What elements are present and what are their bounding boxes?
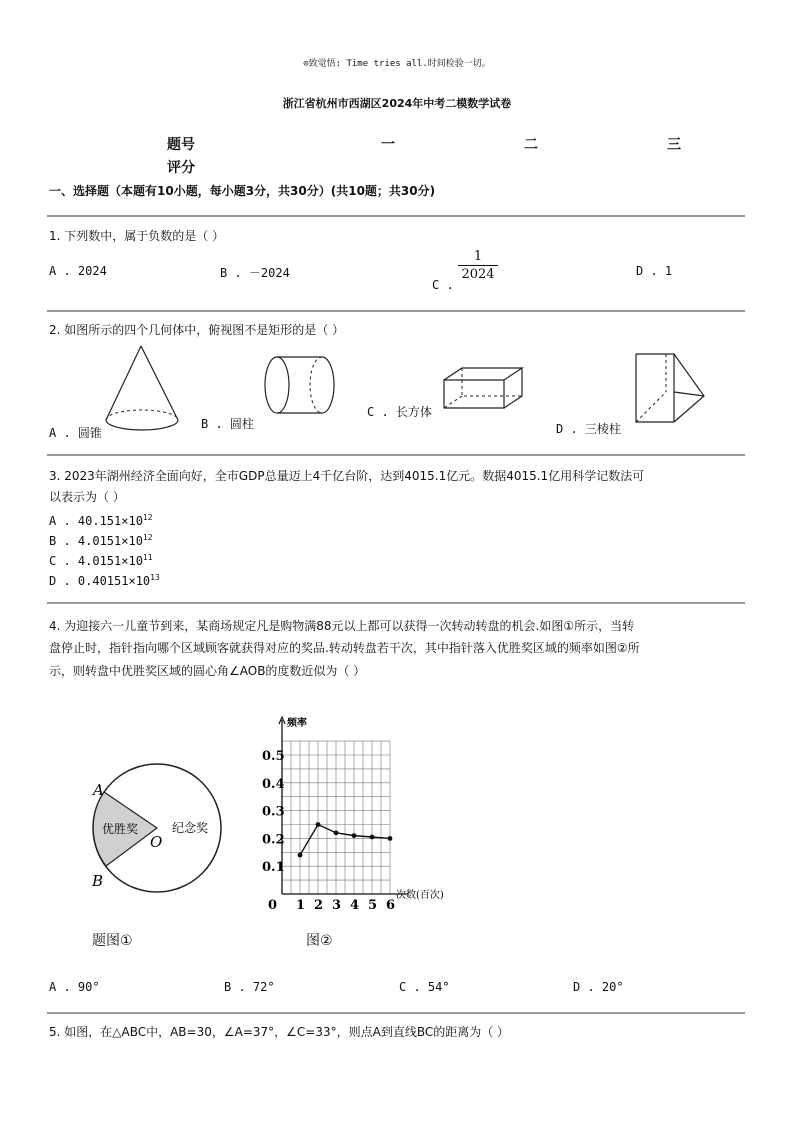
header-watermark: ⊙致觉悟: Time tries all.时间检验一切。	[303, 59, 491, 69]
fraction-numerator: 1	[473, 249, 483, 264]
option-exponent: 12	[142, 533, 153, 542]
data-point	[298, 853, 303, 858]
option-exponent: 13	[150, 573, 160, 582]
option-base: A . 40.151×10	[49, 514, 143, 528]
label-b: B	[92, 872, 104, 890]
y-tick-label: 0.5	[262, 749, 285, 764]
x-tick-label: 1	[296, 898, 306, 912]
option-d[interactable]	[49, 573, 160, 588]
triangular-prism-figure	[630, 350, 714, 432]
x-tick-label: 6	[386, 898, 396, 912]
section-heading: 一、选择题（本题有10小题，每小题3分，共30分）(共10题；共30分)	[49, 184, 436, 198]
y-tick-label: 0.2	[262, 832, 285, 848]
x-tick-label: 3	[332, 898, 342, 912]
x-tick-label: 2	[314, 898, 324, 912]
divider	[47, 1012, 745, 1014]
option-c-prefix[interactable]: C .	[432, 278, 454, 292]
divider	[47, 310, 745, 312]
option-b[interactable]: B . 72°	[224, 980, 275, 994]
option-a[interactable]: A . 2024	[49, 264, 107, 278]
label-a: A	[93, 781, 104, 799]
score-table-row-label: 题号	[167, 137, 195, 153]
question-stem-line-1: 4. 为迎接六一儿童节到来，某商场规定凡是购物满88元以上都可以获得一次转动转盘的机会.如图①所示，当转	[49, 619, 635, 633]
y-axis-label: 频率	[287, 718, 307, 729]
score-table-score-label: 评分	[167, 160, 195, 176]
option-d[interactable]: D . 20°	[573, 980, 624, 994]
option-d[interactable]: D . 1	[636, 264, 673, 278]
y-tick-label: 0.3	[262, 804, 285, 820]
score-table-col-3: 三	[667, 137, 681, 153]
divider	[47, 454, 745, 456]
option-c[interactable]: C . 长方体	[367, 405, 432, 419]
question-stem-line-2: 盘停止时，指针指向哪个区域顾客就获得对应的奖品.转动转盘若干次，其中指针落入优胜奖区域的频率如图②所	[49, 641, 640, 655]
option-c-fraction	[458, 249, 498, 283]
data-point	[388, 836, 393, 841]
sector-label: 优胜奖	[102, 822, 139, 836]
figure-2-caption: 图②	[306, 933, 333, 949]
option-exponent: 12	[142, 513, 153, 522]
score-table-col-2: 二	[524, 137, 538, 153]
option-b[interactable]: B . －2024	[220, 266, 290, 280]
question-stem-line-3: 示，则转盘中优胜奖区域的圆心角∠AOB的度数近似为（ ）	[49, 664, 366, 678]
option-base: B . 4.0151×10	[49, 534, 143, 548]
option-c[interactable]	[49, 553, 153, 568]
rest-label: 纪念奖	[172, 821, 209, 835]
option-base: C . 4.0151×10	[49, 554, 143, 568]
origin-label: 0	[268, 898, 278, 912]
frequency-chart	[258, 712, 458, 912]
x-axis-label: 次数(百次)	[396, 890, 444, 901]
paper-title: 浙江省杭州市西湖区2024年中考二模数学试卷	[282, 97, 512, 110]
score-table-col-1: 一	[381, 137, 395, 153]
data-point	[352, 833, 357, 838]
cylinder-figure	[262, 354, 342, 420]
data-point	[370, 835, 375, 840]
question-stem-line-2: 以表示为（ ）	[49, 490, 125, 504]
figure-1-caption: 题图①	[92, 933, 133, 949]
cone-figure	[100, 344, 200, 444]
question-stem: 1. 下列数中，属于负数的是（ ）	[49, 229, 225, 243]
question-stem-line-1: 3. 2023年湖州经济全面向好，全市GDP总量迈上4千亿台阶，达到4015.1亿元。数据4015.1亿用科学记数法可	[49, 469, 645, 483]
x-tick-label: 4	[350, 898, 360, 912]
option-a[interactable]: A . 90°	[49, 980, 100, 994]
y-tick-label: 0.4	[262, 776, 285, 792]
option-b[interactable]: B . 圆柱	[201, 417, 254, 431]
label-o: O	[150, 833, 163, 851]
option-a[interactable]	[49, 513, 153, 528]
cuboid-figure	[440, 364, 530, 414]
option-d[interactable]: D . 三棱柱	[556, 422, 621, 436]
x-tick-label: 5	[368, 898, 378, 912]
option-c[interactable]: C . 54°	[399, 980, 450, 994]
divider	[47, 215, 745, 217]
spinner-figure	[84, 760, 224, 896]
option-b[interactable]	[49, 533, 153, 548]
option-base: D . 0.40151×10	[49, 574, 151, 588]
data-point	[334, 830, 339, 835]
option-a[interactable]: A . 圆锥	[49, 426, 102, 440]
divider	[47, 602, 745, 604]
question-5-stem: 5. 如图，在△ABC中，AB=30，∠A=37°，∠C=33°，则点A到直线BC的距离为（ ）	[49, 1025, 510, 1039]
data-point	[316, 822, 321, 827]
fraction-denominator: 2024	[458, 265, 498, 283]
y-tick-label: 0.1	[262, 860, 285, 876]
option-exponent: 11	[142, 553, 153, 562]
question-stem: 2. 如图所示的四个几何体中，俯视图不是矩形的是（ ）	[49, 323, 345, 337]
